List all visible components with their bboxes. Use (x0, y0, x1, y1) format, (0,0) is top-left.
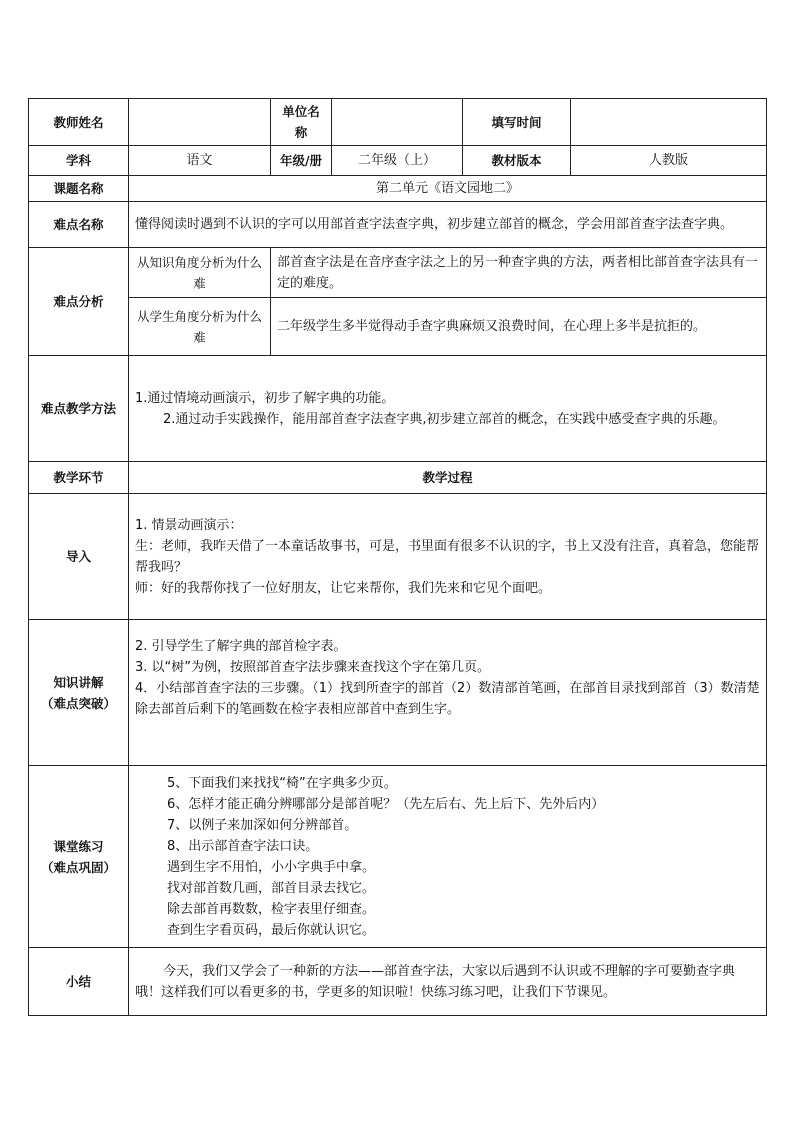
subject-value: 语文 (129, 146, 271, 176)
intro-line-3: 师：好的我帮你找了一位好朋友，让它来帮你，我们先来和它见个面吧。 (135, 580, 552, 596)
knowledge-angle-value: 部首查字法是在音序查字法之上的另一种查字典的方法，两者相比部首查字法具有一定的难度。 (271, 248, 767, 298)
intro-line-2: 生：老师，我昨天借了一本童话故事书，可是，书里面有很多不认识的字，书上又没有注音，真着急，您能帮帮我吗？ (135, 538, 760, 575)
topic-value: 第二单元《语文园地二》 (129, 176, 767, 202)
intro-label: 导入 (29, 494, 129, 620)
difficulty-value: 懂得阅读时遇到不认识的字可以用部首查字法查字典，初步建立部首的概念，学会用部首查字法查字典。 (129, 202, 767, 248)
difficulty-row (29, 202, 767, 248)
knowledge-label-line-2: （难点突破） (40, 695, 116, 711)
lesson-plan-table (28, 98, 767, 1016)
practice-line-3: 7、以例子来加深如何分辨部首。 (167, 817, 358, 833)
practice-line-4: 8、出示部首查字法口诀。 (167, 838, 319, 854)
subject-label: 学科 (29, 146, 129, 176)
process-header-label: 教学过程 (129, 462, 767, 494)
practice-row (29, 766, 767, 948)
summary-label: 小结 (29, 948, 129, 1016)
header-row-2 (29, 146, 767, 176)
practice-line-2: 6、怎样才能正确分辨哪部分是部首呢？（先左后右、先上后下、先外后内） (167, 796, 605, 812)
intro-row (29, 494, 767, 620)
summary-row (29, 948, 767, 1016)
date-value (571, 99, 767, 146)
method-line-1: 1.通过情境动画演示，初步了解字典的功能。 (135, 390, 395, 406)
topic-label: 课题名称 (29, 176, 129, 202)
practice-line-5: 遇到生字不用怕，小小字典手中拿。 (167, 859, 376, 875)
difficulty-label: 难点名称 (29, 202, 129, 248)
date-label: 填写时间 (463, 99, 571, 146)
topic-row (29, 176, 767, 202)
practice-line-6: 找对部首数几画，部首目录去找它。 (167, 880, 376, 896)
summary-value: 今天，我们又学会了一种新的方法——部首查字法，大家以后遇到不认识或不理解的字可要勤查字典哦！这样我们可以看更多的书，学更多的知识啦！快练习练习吧，让我们下节课见。 (129, 948, 767, 1016)
knowledge-content (129, 620, 767, 766)
practice-label-line-1: 课堂练习 (53, 838, 104, 854)
intro-content (129, 494, 767, 620)
analysis-row-student (29, 298, 767, 356)
knowledge-row (29, 620, 767, 766)
knowledge-angle-label: 从知识角度分析为什么难 (129, 248, 271, 298)
method-content (129, 356, 767, 462)
practice-stage-label (29, 766, 129, 948)
header-row-1 (29, 99, 767, 146)
grade-value: 二年级（上） (332, 146, 463, 176)
teacher-label: 教师姓名 (29, 99, 129, 146)
practice-content (129, 766, 767, 948)
student-angle-value: 二年级学生多半觉得动手查字典麻烦又浪费时间，在心理上多半是抗拒的。 (271, 298, 767, 356)
method-label: 难点教学方法 (29, 356, 129, 462)
stage-header-label: 教学环节 (29, 462, 129, 494)
unit-value (332, 99, 463, 146)
knowledge-line-1: 2. 引导学生了解字典的部首检字表。 (135, 638, 347, 654)
teacher-value (129, 99, 271, 146)
analysis-row-knowledge (29, 248, 767, 298)
edition-value: 人教版 (571, 146, 767, 176)
knowledge-line-2: 3. 以“树”为例，按照部首查字法步骤来查找这个字在第几页。 (135, 659, 491, 675)
unit-label: 单位名称 (271, 99, 332, 146)
process-header-row (29, 462, 767, 494)
knowledge-stage-label (29, 620, 129, 766)
method-line-2: 2.通过动手实践操作，能用部首查字法查字典,初步建立部首的概念，在实践中感受查字典的乐趣。 (163, 411, 726, 427)
practice-line-8: 查到生字看页码，最后你就认识它。 (167, 922, 376, 938)
student-angle-label: 从学生角度分析为什么难 (129, 298, 271, 356)
edition-label: 教材版本 (463, 146, 571, 176)
intro-line-1: 1. 情景动画演示： (135, 517, 243, 533)
method-row (29, 356, 767, 462)
grade-label: 年级/册 (271, 146, 332, 176)
knowledge-label-line-1: 知识讲解 (53, 674, 104, 690)
practice-label-line-2: （难点巩固） (40, 859, 116, 875)
knowledge-line-3: 4．小结部首查字法的三步骤。（1）找到所查字的部首（2）数清部首笔画，在部首目录找到部首（3）数清楚除去部首后剩下的笔画数在检字表相应部首中查到生字。 (135, 680, 760, 717)
analysis-label: 难点分析 (29, 248, 129, 356)
practice-line-1: 5、下面我们来找找“椅”在字典多少页。 (167, 775, 397, 791)
practice-line-7: 除去部首再数数，检字表里仔细查。 (167, 901, 376, 917)
